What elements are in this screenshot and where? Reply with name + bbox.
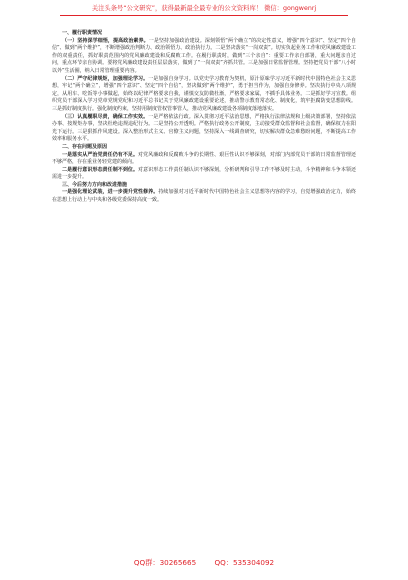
paragraph-text: 一是加强自身学习。以党史学习教育为契机，原汁原味学习习近平新时代中国特色社会主义思想，牢记“两个确立”，增强“四个意识”、坚定“四个自信”，坚决做到“两个维护”，勇于担当作为，加强自身修养。坚决执行中央八项规定，从用车、吃饭等小事做起，始终以纪律严格要求自我，谨慎交友防微杜渐，严格要求家属，不插手具体业务。二是抓好学习宣教。组织党员干部深入学习党章党规党纪和习近平总书记关于党风廉政建设重要论述，推动警示教育常态化、制度化，筑牢拒腐防变思想防线。三是抓好制度执行。强化制度约束，坚持用制度管权管事管人，推动党风廉政建设各项制度落地落实。	[52, 75, 356, 112]
section-heading-3: 三、今后努力方向和改进措施	[62, 181, 128, 188]
paragraph-text: 持续加强对习近平新时代中国特色社会主义思想等内容的学习，自觉增强政治定力，始终在思想上行动上与中央和各级党委保持高度一致。	[52, 189, 356, 204]
header-divider	[60, 15, 348, 16]
footer-contact	[0, 558, 408, 568]
paragraph-lead: 一是落实从严治党责任仍有不足。	[62, 151, 139, 158]
paragraph-3-1	[52, 189, 356, 204]
paragraph-text: 一是严格依法行政。深入贯彻习近平法治思想，严格执行法律法规和上级决策部署，坚持依法办事、按规矩办事，坚决杜绝违规违纪行为。二是坚持公开透明。严格执行政务公开制度，主动接受群众监督和社会监督，确保权力在阳光下运行。三是狠抓作风建设。深入整治形式主义、官僚主义问题，坚持深入一线调查研究，切实解决群众急难愁盼问题，不断提高工作效率和服务水平。	[52, 113, 356, 143]
paragraph-1-3	[52, 114, 356, 144]
paragraph-lead: （三）认真履职尽责，确保工作实效。	[62, 113, 149, 120]
paragraph-text: 一是坚持加强政治建设。深刻领悟“两个确立”的决定性意义，增强“四个意识”、坚定“四个自信”、做到“两个维护”，不断增强政治判断力、政治领悟力、政治执行力。二是坚决落实“一岗双责”。切实负起业务工作和党风廉政建设工作的双重责任，抓好职责范围内的党风廉政建设和反腐败工作。在履行职责时，做到“三个亲自”：重要工作亲自部署，重大问题亲自过问，重点环节亲自协调。要将党风廉政建设责任层层落实，做到了“一岗双责”齐抓共管。三是加强日常监督管理。坚持把党员干部“八小时以外”生活圈，纳入日常管理重要内容。	[52, 37, 356, 74]
paragraph-1-2	[52, 76, 356, 114]
paragraph-lead: （一）坚持深学细悟，提高政治素养。	[62, 37, 149, 44]
document-body	[52, 30, 356, 205]
paragraph-lead: （二）严守纪律规矩，加强理论学习。	[62, 75, 149, 82]
qq-number: QQ：535304092	[214, 558, 275, 567]
paragraph-text: 对意识形态工作责任制认识不够深刻，分析研判和引导工作不够及时主动，斗争精神和斗争本领还需进一步提升。	[52, 166, 356, 181]
paragraph-text: 对党风廉政和反腐败斗争的长期性、艰巨性认识不够深刻，对部门内部党员干部的日常监督管理还不够严格，存在重业务轻党建的倾向。	[52, 151, 356, 166]
section-heading-2: 二、存在问题及原因	[62, 143, 108, 150]
section-heading-1: 一、履行职责情况	[62, 30, 103, 36]
qq-group: QQ群：30265665	[133, 558, 197, 567]
paragraph-lead: 一是强化理论武装，进一步提升党性修养。	[62, 189, 159, 196]
paragraph-2-1	[52, 152, 356, 167]
paragraph-2-2	[52, 167, 356, 182]
paragraph-lead: 二是履行意识形态责任制不到位。	[62, 166, 139, 173]
header-banner: 关注头条号“公文研究”，获得最新最全最专业的公文资料库！ 微信：gongwenrj	[91, 5, 317, 12]
paragraph-1-1	[52, 38, 356, 76]
